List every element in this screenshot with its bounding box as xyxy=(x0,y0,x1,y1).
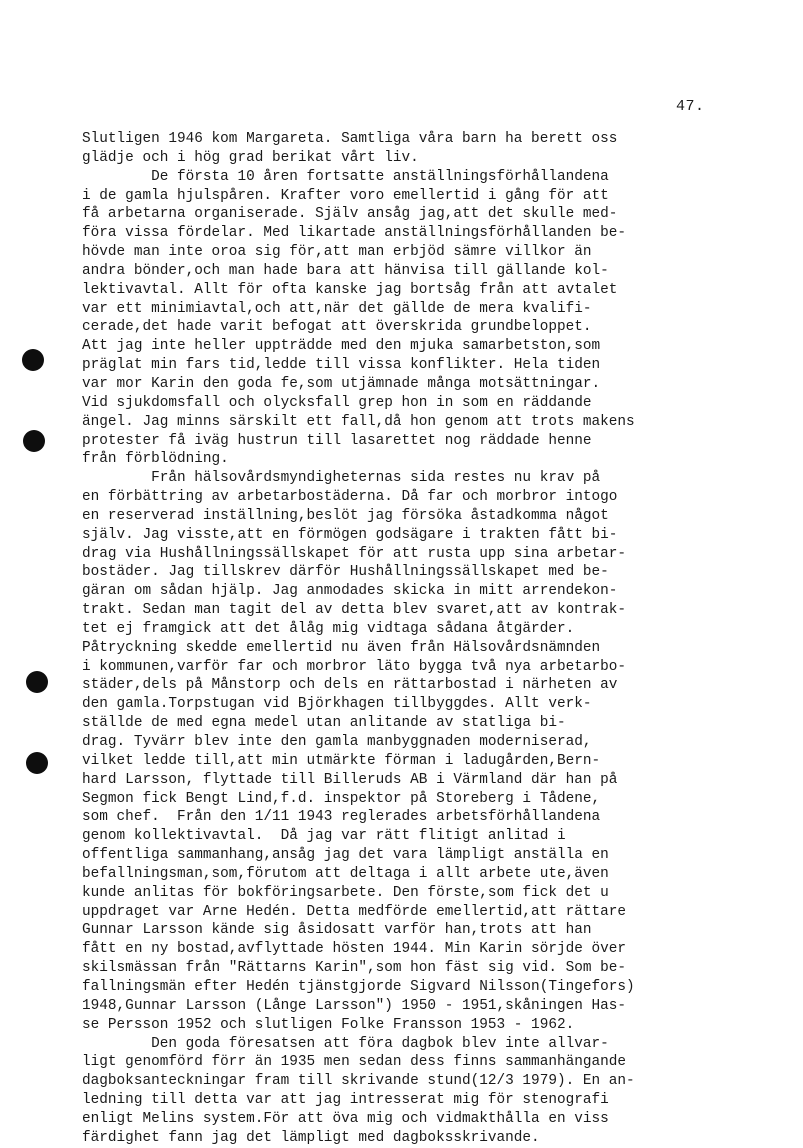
text-line: själv. Jag visste,att en förmögen godsägare i trakten fått bi- xyxy=(82,526,618,543)
text-line: i kommunen,varför far och morbror läto bygga två nya arbetarbo- xyxy=(82,658,627,675)
text-line: Slutligen 1946 kom Margareta. Samtliga våra barn ha berett oss xyxy=(82,131,618,147)
text-line: hard Larsson, flyttade till Billeruds AB i Värmland där han på xyxy=(82,771,618,788)
text-line: färdighet fann jag det lämpligt med dagboksskrivande. xyxy=(82,1129,540,1146)
punch-hole xyxy=(26,671,48,693)
text-line: ängel. Jag minns särskilt ett fall,då hon genom att trots makens xyxy=(82,413,635,430)
punch-hole xyxy=(26,752,48,774)
text-line: hövde man inte oroa sig för,att man erbjöd sämre villkor än xyxy=(82,244,592,261)
text-line: protester få iväg hustrun till lasarettet nog räddade henne xyxy=(82,432,592,449)
text-line: föra vissa fördelar. Med likartade anställningsförhållanden be- xyxy=(82,225,627,242)
text-line: i de gamla hjulspåren. Krafter voro emellertid i gång för att xyxy=(82,187,609,204)
text-line: drag via Hushållningssällskapet för att rusta upp sina arbetar- xyxy=(82,545,627,562)
text-line: ligt genomförd förr än 1935 men sedan dess finns sammanhängande xyxy=(82,1054,627,1071)
text-line: kunde anlitas för bokföringsarbete. Den förste,som fick det u xyxy=(82,884,609,901)
punch-hole xyxy=(22,349,44,371)
text-line: fått en ny bostad,avflyttade hösten 1944. Min Karin sörjde över xyxy=(82,941,627,958)
text-line: bostäder. Jag tillskrev därför Hushållningssällskapet med be- xyxy=(82,564,609,581)
page-number: 47. xyxy=(676,98,705,115)
text-line: enligt Melins system.För att öva mig och vidmakthålla en viss xyxy=(82,1110,609,1127)
text-line: den gamla.Torpstugan vid Björkhagen tillbyggdes. Allt verk- xyxy=(82,696,592,713)
text-line: genom kollektivavtal. Då jag var rätt flitigt anlitad i xyxy=(82,828,566,845)
text-line: vilket ledde till,att min utmärkte förman i ladugården,Bern- xyxy=(82,752,601,769)
text-line: Från hälsovårdsmyndigheternas sida restes nu krav på xyxy=(82,470,601,487)
text-line: De första 10 åren fortsatte anställningsförhållandena xyxy=(82,168,609,185)
text-line: glädje och i hög grad berikat vårt liv. xyxy=(82,149,419,166)
text-line: Den goda föresatsen att föra dagbok blev inte allvar- xyxy=(82,1035,609,1052)
text-line: Att jag inte heller uppträdde med den mjuka samarbetston,som xyxy=(82,338,601,355)
text-line: skilsmässan från "Rättarns Karin",som hon fäst sig vid. Som be- xyxy=(82,960,627,977)
text-line: offentliga sammanhang,ansåg jag det vara lämpligt anställa en xyxy=(82,847,609,864)
text-line: uppdraget var Arne Hedén. Detta medförde emellertid,att rättare xyxy=(82,903,627,920)
text-line: präglat min fars tid,ledde till vissa konflikter. Hela tiden xyxy=(82,357,601,374)
text-line: ställde de med egna medel utan anlitande av statliga bi- xyxy=(82,715,566,732)
text-line: en förbättring av arbetarbostäderna. Då far och morbror intogo xyxy=(82,489,618,506)
text-line: var ett minimiavtal,och att,när det gällde de mera kvalifi- xyxy=(82,300,592,317)
text-line: befallningsman,som,förutom att deltaga i allt arbete ute,även xyxy=(82,865,609,882)
text-line: tet ej framgick att det ålåg mig vidtaga sådana åtgärder. xyxy=(82,620,575,637)
document-body xyxy=(82,130,722,1148)
text-line: 1948,Gunnar Larsson (Långe Larsson") 1950 - 1951,skåningen Has- xyxy=(82,997,627,1014)
text-line: se Persson 1952 och slutligen Folke Fransson 1953 - 1962. xyxy=(82,1016,575,1033)
text-line: städer,dels på Månstorp och dels en rättarbostad i närheten av xyxy=(82,677,618,694)
text-line: lektivavtal. Allt för ofta kanske jag bortsåg från att avtalet xyxy=(82,281,618,298)
text-line: Vid sjukdomsfall och olycksfall grep hon in som en räddande xyxy=(82,394,592,411)
text-line: Gunnar Larsson kände sig åsidosatt varför han,trots att han xyxy=(82,922,592,939)
text-line: fallningsmän efter Hedén tjänstgjorde Sigvard Nilsson(Tingefors) xyxy=(82,978,635,995)
text-line: som chef. Från den 1/11 1943 reglerades arbetsförhållandena xyxy=(82,809,601,826)
text-line: dagboksanteckningar fram till skrivande stund(12/3 1979). En an- xyxy=(82,1073,635,1090)
text-line: gäran om sådan hjälp. Jag anmodades skicka in mitt arrendekon- xyxy=(82,583,618,600)
text-line: Segmon fick Bengt Lind,f.d. inspektor på Storeberg i Tådene, xyxy=(82,790,601,807)
text-line: Påtryckning skedde emellertid nu även från Hälsovårdsnämnden xyxy=(82,639,601,656)
text-line: ledning till detta var att jag intresserat mig för stenografi xyxy=(82,1092,609,1109)
text-line: få arbetarna organiserade. Själv ansåg jag,att det skulle med- xyxy=(82,206,618,223)
text-line: var mor Karin den goda fe,som utjämnade många motsättningar. xyxy=(82,375,601,392)
punch-hole xyxy=(23,430,45,452)
text-line: andra bönder,och man hade bara att hänvisa till gällande kol- xyxy=(82,262,609,279)
text-line: en reserverad inställning,beslöt jag försöka åstadkomma något xyxy=(82,507,609,524)
text-line: drag. Tyvärr blev inte den gamla manbyggnaden moderniserad, xyxy=(82,734,592,750)
text-line: från förblödning. xyxy=(82,451,229,468)
text-line: cerade,det hade varit befogat att överskrida grundbeloppet. xyxy=(82,319,592,336)
text-line: trakt. Sedan man tagit del av detta blev svaret,att av kontrak- xyxy=(82,602,627,619)
